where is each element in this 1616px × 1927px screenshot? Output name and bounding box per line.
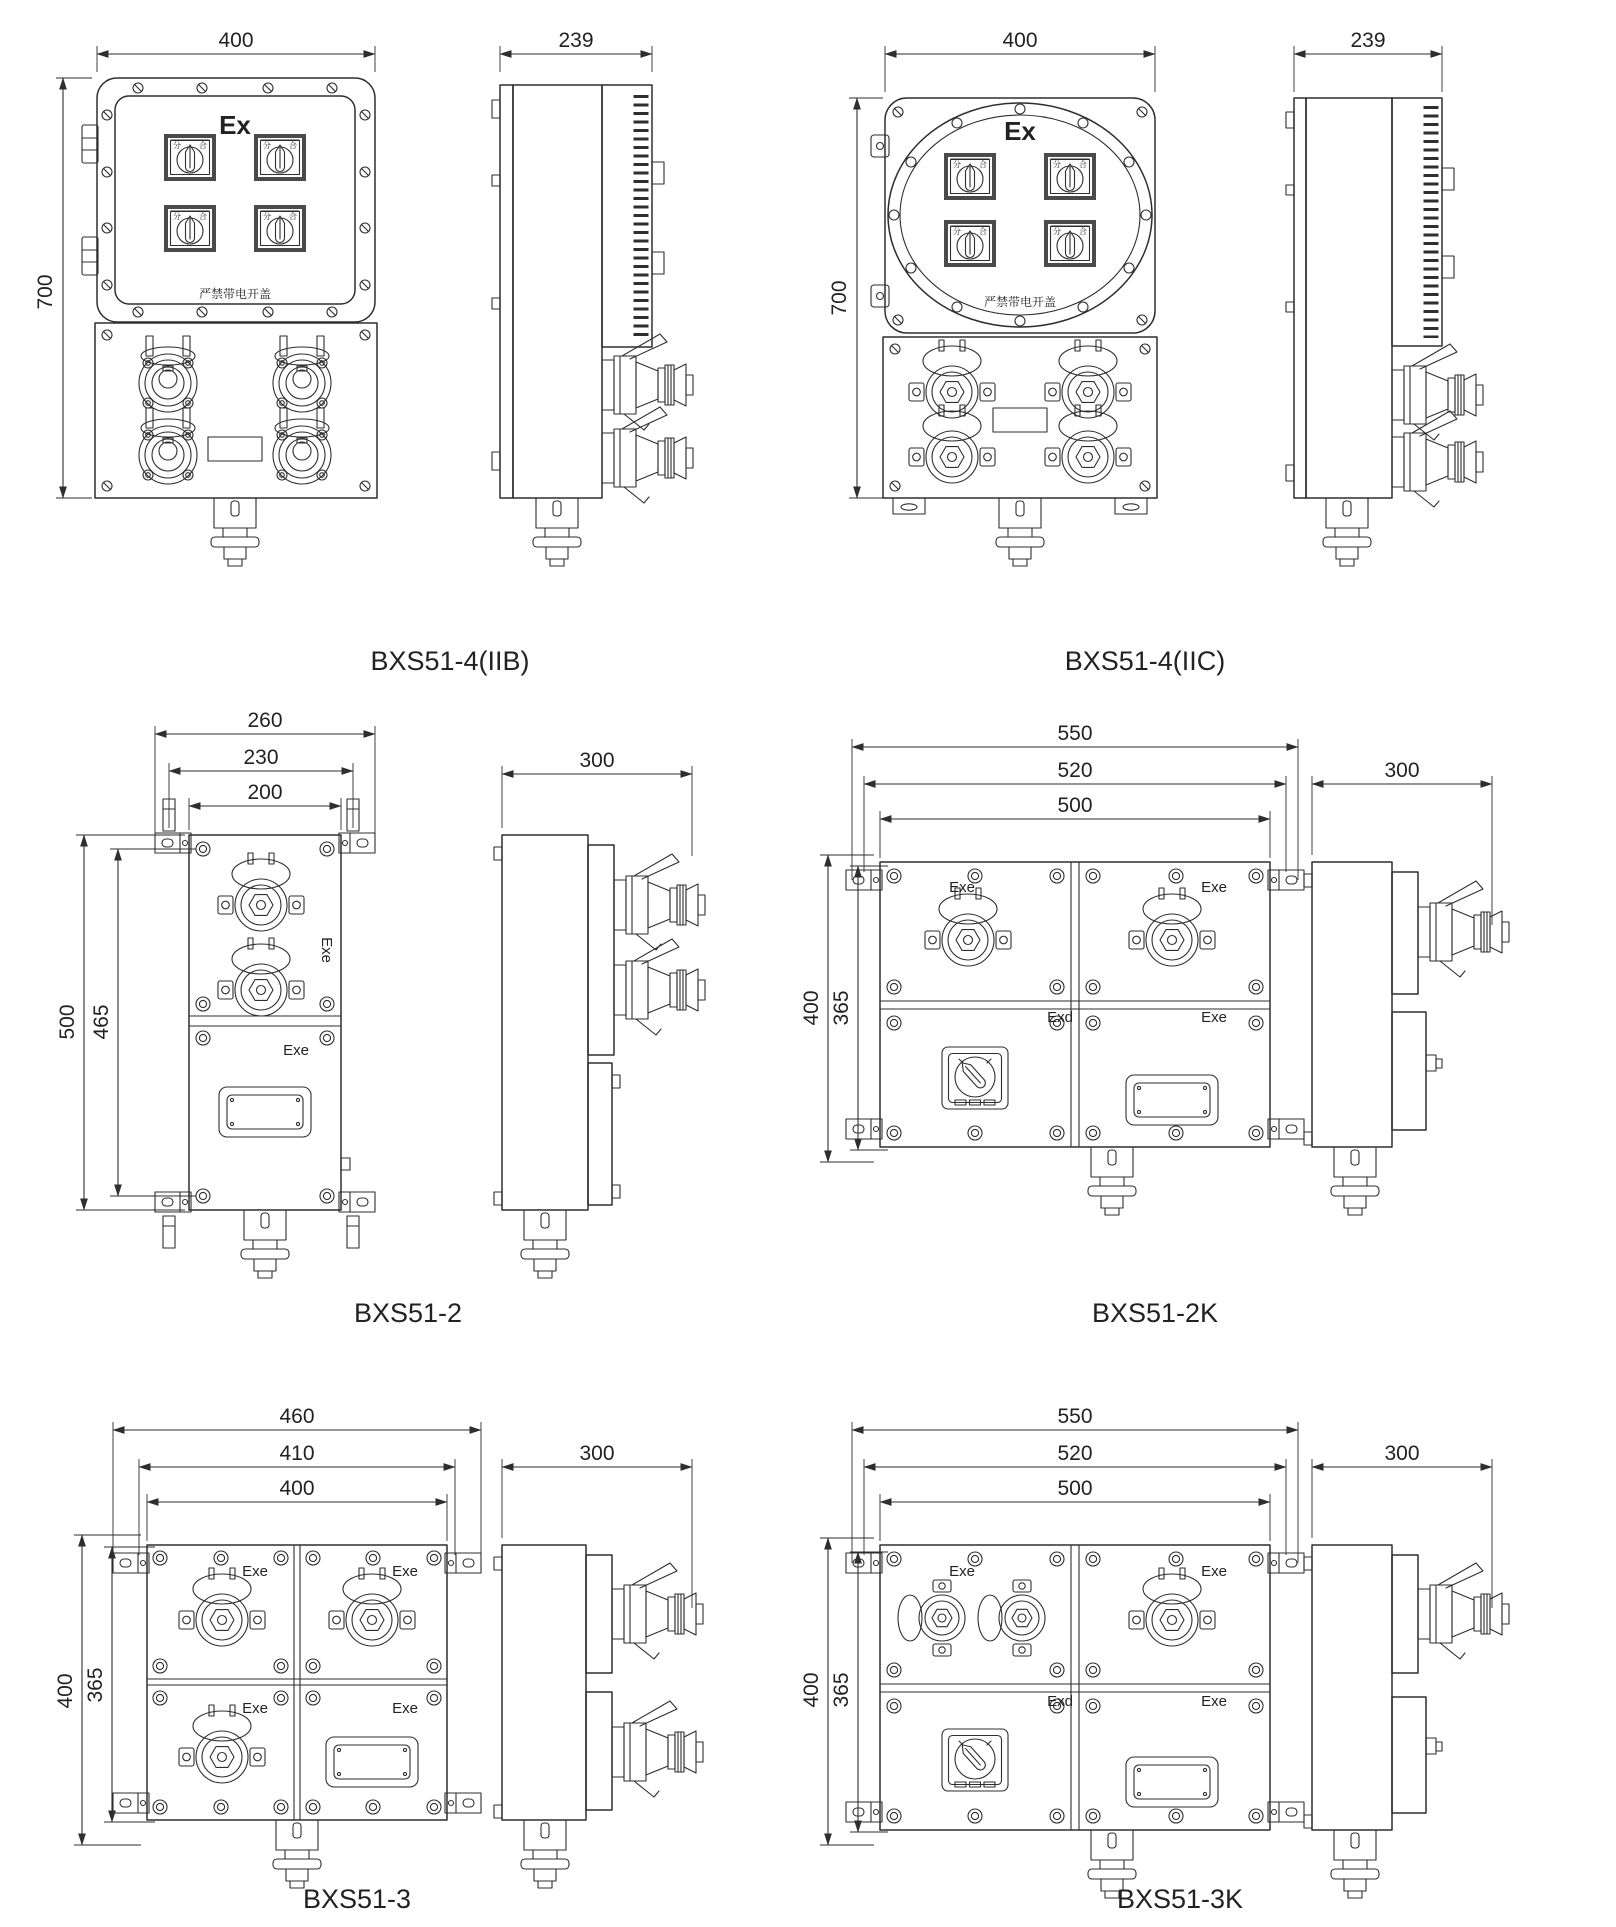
hinge-tab [871, 135, 889, 157]
dim-height-outer: 400 [800, 990, 823, 1026]
exd-label-bl: Exd [1047, 1009, 1073, 1026]
exe-label-tl: Exe [242, 1563, 268, 1580]
cable-gland [1331, 1147, 1379, 1215]
drawing-bxs51-3k [800, 1405, 1509, 1914]
exd-label-bl: Exd [1047, 1693, 1073, 1710]
drawing-caption: BXS51-4(IIC) [1064, 646, 1226, 676]
dim-depth: 239 [1350, 29, 1386, 52]
dim-width-inner: 500 [1057, 1477, 1093, 1500]
dim-width-mid: 520 [1057, 1442, 1093, 1465]
hinge-tab [871, 285, 889, 307]
drawing-caption: BXS51-4(IIB) [370, 646, 530, 676]
side-plug [612, 1563, 703, 1659]
exe-label-tl: Exe [949, 879, 975, 896]
mounting-foot [893, 498, 925, 514]
dim-depth: 300 [1384, 759, 1420, 782]
drawing-bxs51-3 [54, 1405, 703, 1914]
socket [978, 1580, 1045, 1656]
flange-bolts [887, 1552, 1263, 1823]
side-plug [1392, 411, 1483, 507]
blank-plate [219, 1087, 311, 1137]
dim-width-mid: 230 [243, 746, 279, 769]
front-view [113, 1545, 481, 1888]
dim-depth: 300 [579, 1442, 615, 1465]
cable-gland [1331, 1830, 1379, 1898]
ex-mark: Ex [219, 110, 251, 140]
socket [898, 1580, 965, 1656]
drawing-caption: BXS51-2 [353, 1298, 463, 1328]
side-view [1286, 98, 1483, 566]
front-view [871, 98, 1157, 566]
rotary-switch [942, 1729, 1008, 1791]
cable-gland [996, 498, 1044, 566]
dim-height-inner: 365 [830, 1672, 853, 1708]
drawing-caption: BXS51-2K [1091, 1298, 1219, 1328]
drawing-caption: BXS51-3K [1116, 1884, 1244, 1914]
side-plug [612, 1701, 703, 1797]
dim-height-outer: 500 [56, 1004, 79, 1040]
hinge-tabs [82, 125, 98, 275]
exe-label-br: Exe [392, 1700, 418, 1717]
drawing-bxs51-2 [56, 709, 705, 1328]
exe-label-tl: Exe [949, 1563, 975, 1580]
side-plug [1418, 1563, 1509, 1659]
socket [218, 853, 304, 931]
drawing-bxs51-2k [800, 722, 1509, 1328]
sockets [909, 340, 1131, 483]
dim-width-inner: 200 [247, 781, 283, 804]
exe-label-br: Exe [1201, 1009, 1227, 1026]
exe-label-top: Exe [318, 937, 335, 963]
cable-gland [273, 1820, 321, 1888]
dim-width-mid: 520 [1057, 759, 1093, 782]
dimensions [34, 29, 652, 498]
cable-gland [241, 1210, 289, 1278]
socket [218, 938, 304, 1016]
drawing-caption: BXS51-3 [302, 1884, 412, 1914]
sockets [139, 336, 331, 484]
blank-plate [326, 1737, 418, 1787]
dim-height-inner: 465 [90, 1004, 113, 1040]
cable-gland [1088, 1147, 1136, 1215]
dim-depth: 300 [579, 749, 615, 772]
side-plug [602, 407, 693, 503]
flange-bolts [196, 842, 334, 1203]
drawing-bxs51-4iib [34, 29, 693, 676]
rotary-switch [942, 1047, 1008, 1109]
dim-height-outer: 400 [800, 1672, 823, 1708]
warning-text: 严禁带电开盖 [198, 287, 272, 301]
exe-label-br: Exe [1201, 1693, 1227, 1710]
dim-height: 700 [34, 274, 57, 310]
side-plug [614, 854, 705, 950]
side-view [494, 1545, 703, 1888]
side-view [494, 835, 705, 1278]
blank-plate [993, 408, 1047, 432]
dim-width-outer: 550 [1057, 1405, 1093, 1428]
dim-depth: 239 [558, 29, 594, 52]
warning-text: 严禁带电开盖 [983, 295, 1057, 309]
blank-plate [208, 437, 262, 461]
dim-height: 700 [828, 280, 851, 316]
side-plug [1392, 344, 1483, 440]
side-view [1304, 862, 1509, 1215]
front-view [155, 799, 375, 1278]
dim-height-outer: 400 [54, 1673, 77, 1709]
cable-gland [1323, 498, 1371, 566]
cable-gland [521, 1210, 569, 1278]
dim-height-inner: 365 [830, 990, 853, 1026]
dim-width-outer: 460 [279, 1405, 315, 1428]
dim-width: 400 [1002, 29, 1038, 52]
rotary-switches [166, 136, 304, 250]
front-view [846, 1545, 1304, 1898]
dim-depth: 300 [1384, 1442, 1420, 1465]
flange-bolts [153, 1551, 441, 1814]
dim-width-outer: 550 [1057, 722, 1093, 745]
exe-label-tr: Exe [1201, 1563, 1227, 1580]
exe-label-tr: Exe [392, 1563, 418, 1580]
exe-label-bl: Exe [242, 1700, 268, 1717]
side-plug [602, 334, 693, 430]
socket [925, 888, 1011, 966]
side-view [492, 85, 693, 566]
dimensions [828, 29, 1442, 498]
dim-width-outer: 260 [247, 709, 283, 732]
flange-bolts [887, 869, 1263, 1140]
dimensions [56, 709, 692, 1210]
blank-plate [1126, 1075, 1218, 1125]
dim-width-inner: 500 [1057, 794, 1093, 817]
cable-gland [533, 498, 581, 566]
side-plug [1418, 881, 1509, 977]
side-plug [614, 939, 705, 1035]
front-view [846, 862, 1304, 1215]
blank-plate [1126, 1757, 1218, 1807]
side-view [1304, 1545, 1509, 1898]
ex-mark: Ex [1004, 116, 1036, 146]
exe-label-tr: Exe [1201, 879, 1227, 896]
mounting-foot [1115, 498, 1147, 514]
socket [1129, 888, 1215, 966]
cable-gland [521, 1820, 569, 1888]
dim-width-inner: 400 [279, 1477, 315, 1500]
cable-gland [211, 498, 259, 566]
rotary-switches [946, 155, 1094, 265]
dim-height-inner: 365 [84, 1667, 107, 1703]
exe-label-bottom: Exe [283, 1042, 309, 1059]
front-view [82, 78, 377, 566]
dim-width: 400 [218, 29, 254, 52]
drawing-bxs51-4iic [828, 29, 1483, 676]
dim-width-mid: 410 [279, 1442, 315, 1465]
